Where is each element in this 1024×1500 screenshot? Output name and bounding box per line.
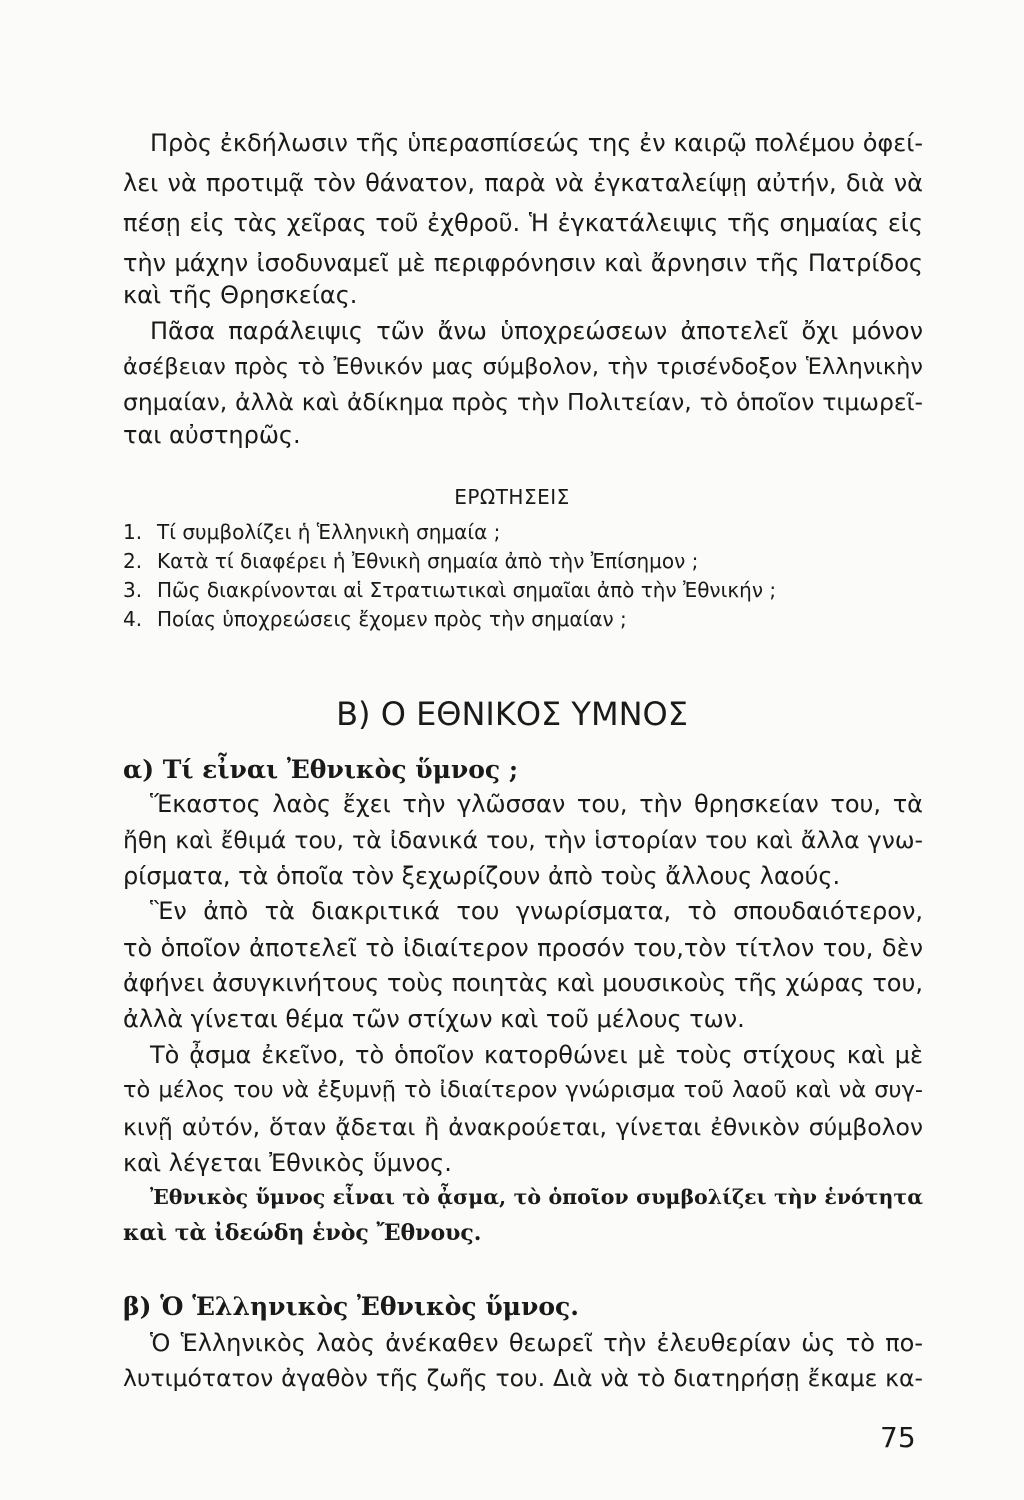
text-line: Ὁ Ἑλληνικὸς λαὸς ἀνέκαθεν θεωρεῖ τὴν ἐλευθερίαν ὡς τὸ πο- (150, 1329, 923, 1357)
text-line: Ἕκαστος λαὸς ἔχει τὴν γλῶσσαν του, τὴν θρησκείαν του, τὰ (150, 790, 923, 818)
text-line: καὶ λέγεται Ἐθνικὸς ὕμνος. (123, 1149, 452, 1177)
text-line: ἀλλὰ γίνεται θέμα τῶν στίχων καὶ τοῦ μέλους των. (123, 1005, 745, 1033)
text-line: λυτιμότατον ἀγαθὸν τῆς ζωῆς του. Διὰ νὰ τὸ διατηρήσῃ ἔκαμε κα- (123, 1364, 923, 1392)
definition-line: Ἐθνικὸς ὕμνος εἶναι τὸ ᾆσμα, τὸ ὁποῖον συμβολίζει τὴν ἑνότητα (150, 1185, 923, 1209)
text-line: Τὸ ᾆσμα ἐκεῖνο, τὸ ὁποῖον κατορθώνει μὲ τοὺς στίχους καὶ μὲ (150, 1041, 923, 1069)
question-number: 1. (123, 520, 143, 544)
question-number: 3. (123, 578, 143, 602)
question-text: Ποίας ὑποχρεώσεις ἔχομεν πρὸς τὴν σημαίαν ; (157, 607, 627, 631)
question-item (123, 522, 500, 542)
subsection-heading-a: α) Τί εἶναι Ἐθνικὸς ὕμνος ; (123, 755, 519, 784)
text-line: λει νὰ προτιμᾷ τὸν θάνατον, παρὰ νὰ ἐγκαταλείψῃ αὐτήν, διὰ νὰ (123, 169, 923, 197)
subsection-heading-b: β) Ὁ Ἑλληνικὸς Ἐθνικὸς ὕμνος. (123, 1292, 579, 1321)
question-item (123, 609, 627, 629)
question-text: Τί συμβολίζει ἡ Ἑλληνικὴ σημαία ; (157, 520, 501, 544)
text-line: ἀσέβειαν πρὸς τὸ Ἐθνικόν μας σύμβολον, τὴν τρισένδοξον Ἑλληνικὴν (123, 354, 923, 380)
question-item (123, 551, 698, 571)
text-line: ται αὐστηρῶς. (123, 421, 301, 449)
definition-line: καὶ τὰ ἰδεώδη ἑνὸς Ἔθνους. (123, 1220, 482, 1246)
text-line: ρίσματα, τὰ ὁποῖα τὸν ξεχωρίζουν ἀπὸ τοὺς ἄλλους λαούς. (123, 862, 841, 890)
section-heading: Β) Ο ΕΘΝΙΚΟΣ ΥΜΝΟΣ (336, 695, 688, 733)
text-line: καὶ τῆς Θρησκείας. (123, 281, 358, 309)
questions-title: ΕΡΩΤΗΣΕΙΣ (454, 485, 570, 509)
question-item (123, 580, 776, 600)
text-line: τὸ ὁποῖον ἀποτελεῖ τὸ ἰδιαίτερον προσόν του,τὸν τίτλον του, δὲν (123, 934, 923, 962)
text-line: κινῇ αὐτόν, ὅταν ᾄδεται ἢ ἀνακρούεται, γίνεται ἐθνικὸν σύμβολον (123, 1113, 923, 1141)
text-line: Ἓν ἀπὸ τὰ διακριτικά του γνωρίσματα, τὸ σπουδαιότερον, (150, 897, 923, 925)
text-line: τὸ μέλος του νὰ ἐξυμνῇ τὸ ἰδιαίτερον γνώρισμα τοῦ λαοῦ καὶ νὰ συγ- (123, 1077, 923, 1103)
question-number: 2. (123, 549, 143, 573)
page-number: 75 (880, 1421, 916, 1454)
text-line: τὴν μάχην ἰσοδυναμεῖ μὲ περιφρόνησιν καὶ ἄρνησιν τῆς Πατρίδος (123, 249, 923, 277)
text-line: πέσῃ εἰς τὰς χεῖρας τοῦ ἐχθροῦ. Ἡ ἐγκατάλειψις τῆς σημαίας εἰς (123, 209, 923, 237)
text-line: Πρὸς ἐκδήλωσιν τῆς ὑπερασπίσεώς της ἐν καιρῷ πολέμου ὀφεί- (150, 129, 923, 157)
text-line: ἤθη καὶ ἔθιμά του, τὰ ἰδανικά του, τὴν ἱστορίαν του καὶ ἄλλα γνω- (123, 826, 923, 854)
question-text: Πῶς διακρίνονται αἱ Στρατιωτικαὶ σημαῖαι ἀπὸ τὴν Ἐθνικήν ; (157, 578, 777, 602)
question-text: Κατὰ τί διαφέρει ἡ Ἐθνικὴ σημαία ἀπὸ τὴν Ἐπίσημον ; (157, 549, 699, 573)
question-number: 4. (123, 607, 143, 631)
text-line: ἀφήνει ἀσυγκινήτους τοὺς ποιητὰς καὶ μουσικοὺς τῆς χώρας του, (123, 969, 923, 997)
text-line: σημαίαν, ἀλλὰ καὶ ἀδίκημα πρὸς τὴν Πολιτείαν, τὸ ὁποῖον τιμωρεῖ- (123, 388, 923, 416)
text-line: Πᾶσα παράλειψις τῶν ἄνω ὑποχρεώσεων ἀποτελεῖ ὄχι μόνον (150, 317, 923, 345)
